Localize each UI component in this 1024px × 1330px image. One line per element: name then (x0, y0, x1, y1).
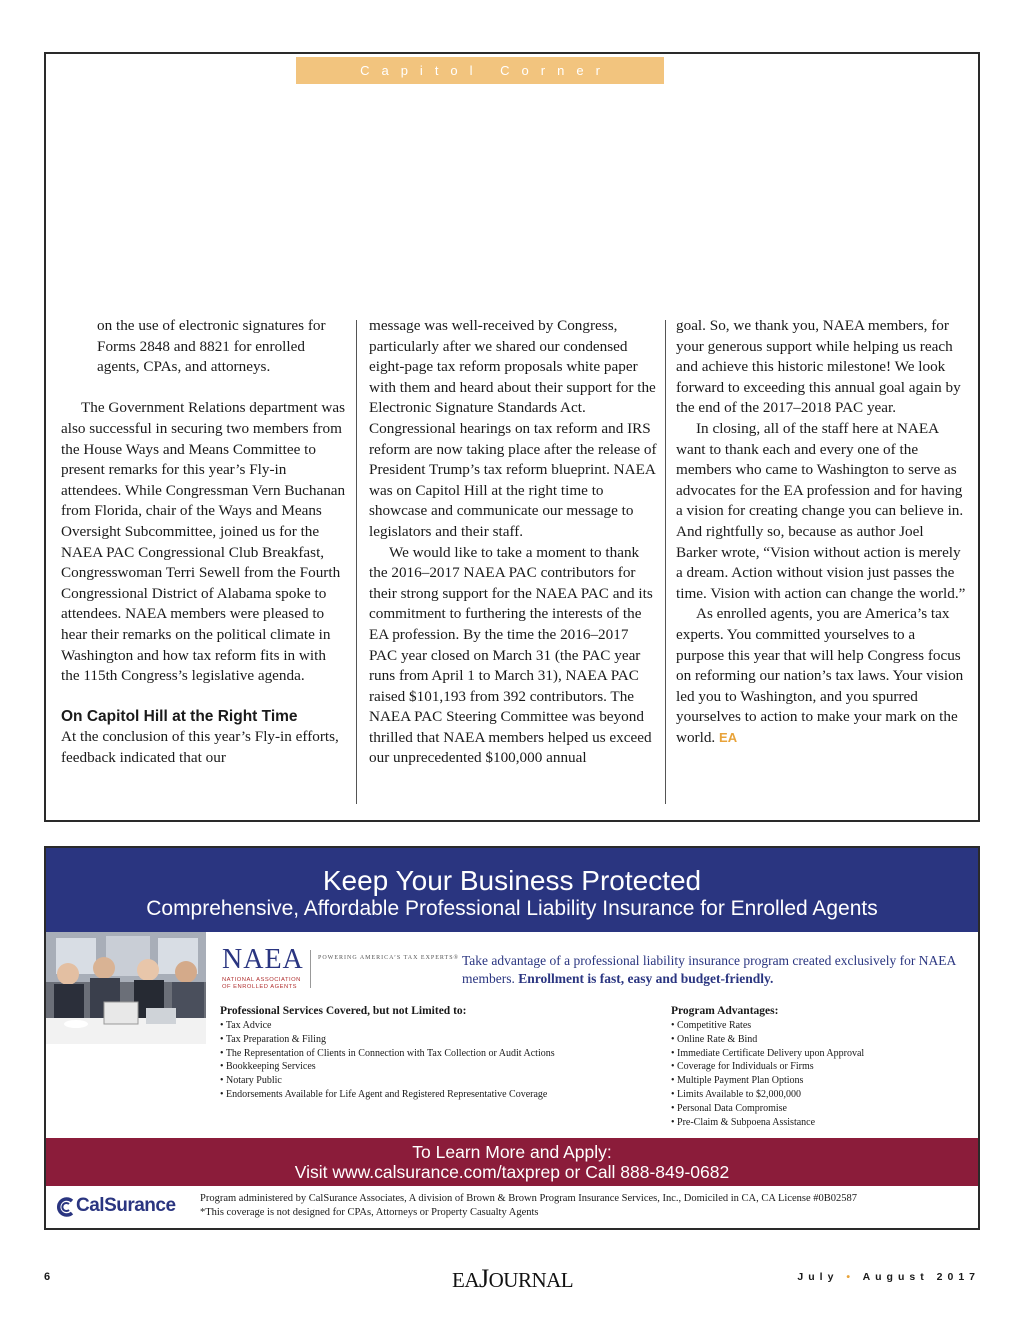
issue-date: July • August 2017 (797, 1271, 980, 1283)
pitch-bold: Enrollment is fast, easy and budget-friendly. (518, 971, 774, 986)
list-item: • Notary Public (220, 1075, 282, 1087)
paragraph: goal. So, we thank you, NAEA members, for your generous support while helping us reach and achieve this historic milestone! We look forward to exceeding this annual goal again by the end of the 2017–2018 PAC year. (676, 317, 961, 417)
page-number: 6 (44, 1271, 51, 1283)
advantages-heading: Program Advantages: (671, 1005, 779, 1017)
closing-text: As enrolled agents, you are America’s tax experts. You committed yourselves to a purpose this year that will help Congress focus on reforming our nation’s tax laws. Your vision led you to Washington, and you spurred yourselves to action to make your mark on the world. (676, 605, 964, 746)
journal-logo: EAJOURNAL (452, 1264, 574, 1293)
list-item: • Limits Available to $2,000,000 (671, 1088, 801, 1100)
list-item: • Coverage for Individuals or Firms (671, 1061, 814, 1073)
paragraph: At the conclusion of this year’s Fly-in efforts, feedback indicated that our (61, 728, 339, 766)
cta-contact: Visit www.calsurance.com/taxprep or Call 888-849-0682 (294, 1162, 730, 1182)
article-column-2 (369, 316, 659, 769)
column-divider (356, 320, 357, 804)
paragraph: The Government Relations department was also successful in securing two members from the House Ways and Means Committee to present remarks for this year’s Fly-in attendees. While Congressman Vern Buchanan from Florida, chair of the Ways and Means Oversight Subcommittee, joined us for the NAEA PAC Congressional Club Breakfast, Congresswoman Terri Sewell from the Fourth Congressional District of Alabama spoke to attendees. NAEA members were pleased to hear their remarks on the political climate in Washington and how tax reform fits in with the 115th Congress’s legislative agenda. (61, 399, 346, 685)
list-item: • Pre-Claim & Subpoena Assistance (671, 1116, 816, 1128)
ad-fine-print: Program administered by CalSurance Associates, A division of Brown & Brown Program Insurance Services, Inc., Domiciled in CA, CA License #0B02587 *This coverage is not designed for CPAs, Attorneys or Property Casualty Agents (200, 1193, 858, 1218)
list-item: • Multiple Payment Plan Options (671, 1075, 804, 1087)
article-column-1 (61, 316, 347, 768)
list-item: • Immediate Certificate Delivery upon Approval (671, 1047, 865, 1059)
services-heading: Professional Services Covered, but not Limited to: (220, 1005, 467, 1017)
date-separator: • (846, 1271, 856, 1283)
advantages-list (671, 1004, 971, 1129)
list-item: • Online Rate & Bind (671, 1033, 758, 1045)
list-item: • The Representation of Clients in Connection with Tax Collection or Audit Actions (220, 1047, 555, 1059)
list-item: • Competitive Rates (671, 1020, 752, 1031)
logo-divider (310, 950, 311, 988)
end-mark: EA (719, 729, 738, 745)
business-meeting-photo (46, 932, 206, 1044)
list-item: • Personal Data Compromise (671, 1102, 787, 1114)
ad-call-to-action (46, 1138, 978, 1186)
logo-tagline: POWERING AMERICA’S TAX EXPERTS® (318, 955, 460, 961)
section-banner: Capitol Corner (296, 57, 664, 84)
subheading: On Capitol Hill at the Right Time (61, 707, 298, 725)
ad-title: Keep Your Business Protected (322, 865, 702, 896)
calsurance-wordmark: CalSurance (76, 1195, 176, 1216)
paragraph: In closing, all of the staff here at NAEA want to thank each and every one of the members who came to Washington to serve as advocates for the EA profession and for having a vision for creating change you can believe in. And rightfully so, because as author Joel Barker wrote, “Vision without action is merely a dream. Action without vision just passes the time. Vision with action can change the world.” (676, 419, 966, 602)
paragraph (676, 604, 966, 748)
paragraph: We would like to take a moment to thank the 2016–2017 NAEA PAC contributors for their strong support for the NAEA PAC and its commitment to furthering the interests of the EA profession. By the time the 2016–2017 PAC year closed on March 31 (the PAC year runs from April 1 to March 31), NAEA PAC raised $101,193 from 392 contributors. The NAEA PAC Steering Committee was beyond thrilled that NAEA members helped us exceed our unprecedented $100,000 annual (369, 543, 653, 767)
calsurance-mark-icon (56, 1196, 76, 1218)
ad-pitch (462, 952, 972, 988)
naea-logo (222, 946, 472, 992)
ad-header (46, 848, 978, 932)
services-list (220, 1004, 640, 1102)
list-item: • Tax Advice (220, 1020, 272, 1031)
logo-subtitle: NATIONAL ASSOCIATION OF ENROLLED AGENTS (222, 977, 301, 990)
cta-heading: To Learn More and Apply: (412, 1142, 612, 1162)
column-divider (665, 320, 666, 804)
paragraph: message was well-received by Congress, particularly after we shared our condensed eight-page tax reform proposals white paper with them and heard about their support for the Electronic Signature Standards Act. Congressional hearings on tax reform and IRS reform are now taking place after the release of President Trump’s tax reform blueprint. NAEA was on Capitol Hill at the right time to showcase and communicate our message to legislators and their staff. (369, 317, 657, 540)
logo-wordmark: NAEA (222, 944, 304, 975)
list-item: • Tax Preparation & Filing (220, 1033, 326, 1045)
list-item: • Endorsements Available for Life Agent and Registered Representative Coverage (220, 1088, 548, 1100)
insurance-ad (44, 846, 980, 1230)
calsurance-logo (56, 1194, 196, 1220)
list-item: • Bookkeeping Services (220, 1061, 316, 1073)
ad-subtitle: Comprehensive, Affordable Professional Liability Insurance for Enrolled Agents (146, 897, 878, 920)
pitch-text: Take advantage of a professional liability insurance program created exclusively for NAEA members. (462, 953, 956, 986)
bullet-continuation: on the use of electronic signatures for Forms 2848 and 8821 for enrolled agents, CPAs, and attorneys. (97, 317, 326, 376)
article-column-3 (676, 316, 966, 748)
